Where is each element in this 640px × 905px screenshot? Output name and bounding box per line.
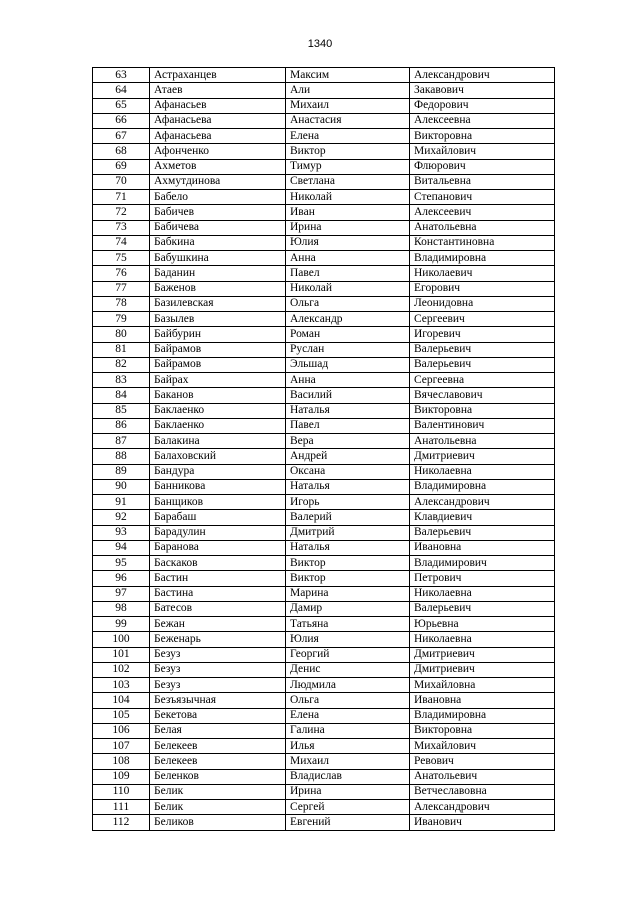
row-number-cell: 73 [93, 220, 150, 235]
first-name-cell: Павел [286, 418, 410, 433]
first-name-cell: Тимур [286, 159, 410, 174]
patronymic-cell: Иванович [410, 815, 555, 830]
row-number-cell: 90 [93, 479, 150, 494]
table-row [93, 220, 555, 235]
first-name-cell: Владислав [286, 769, 410, 784]
row-number-cell: 100 [93, 632, 150, 647]
table-row [93, 418, 555, 433]
row-number-cell: 69 [93, 159, 150, 174]
patronymic-cell: Александрович [410, 800, 555, 815]
patronymic-cell: Владимировна [410, 251, 555, 266]
surname-cell: Белая [150, 723, 286, 738]
surname-cell: Атаев [150, 83, 286, 98]
row-number-cell: 108 [93, 754, 150, 769]
patronymic-cell: Валерьевич [410, 601, 555, 616]
first-name-cell: Анна [286, 251, 410, 266]
patronymic-cell: Николаевна [410, 632, 555, 647]
surname-cell: Бежан [150, 617, 286, 632]
first-name-cell: Валерий [286, 510, 410, 525]
table-row [93, 586, 555, 601]
first-name-cell: Наталья [286, 479, 410, 494]
table-row [93, 113, 555, 128]
surname-cell: Безуз [150, 647, 286, 662]
first-name-cell: Дмитрий [286, 525, 410, 540]
row-number-cell: 93 [93, 525, 150, 540]
patronymic-cell: Валерьевич [410, 342, 555, 357]
surname-cell: Бастина [150, 586, 286, 601]
surname-cell: Батесов [150, 601, 286, 616]
row-number-cell: 83 [93, 373, 150, 388]
table-row [93, 296, 555, 311]
first-name-cell: Али [286, 83, 410, 98]
first-name-cell: Евгений [286, 815, 410, 830]
surname-cell: Бастин [150, 571, 286, 586]
row-number-cell: 105 [93, 708, 150, 723]
table-row [93, 281, 555, 296]
patronymic-cell: Николаевна [410, 586, 555, 601]
surname-cell: Беликов [150, 815, 286, 830]
patronymic-cell: Дмитриевич [410, 647, 555, 662]
first-name-cell: Галина [286, 723, 410, 738]
first-name-cell: Вера [286, 434, 410, 449]
row-number-cell: 102 [93, 662, 150, 677]
patronymic-cell: Игоревич [410, 327, 555, 342]
table-row [93, 800, 555, 815]
table-row [93, 739, 555, 754]
row-number-cell: 84 [93, 388, 150, 403]
patronymic-cell: Владимировна [410, 479, 555, 494]
surname-cell: Бабушкина [150, 251, 286, 266]
first-name-cell: Иван [286, 205, 410, 220]
surname-cell: Байбурин [150, 327, 286, 342]
patronymic-cell: Викторовна [410, 403, 555, 418]
first-name-cell: Светлана [286, 174, 410, 189]
row-number-cell: 72 [93, 205, 150, 220]
surname-cell: Белекеев [150, 739, 286, 754]
surname-cell: Беленков [150, 769, 286, 784]
row-number-cell: 89 [93, 464, 150, 479]
table-row [93, 403, 555, 418]
row-number-cell: 85 [93, 403, 150, 418]
patronymic-cell: Викторовна [410, 129, 555, 144]
surname-cell: Беженарь [150, 632, 286, 647]
surname-cell: Баранова [150, 540, 286, 555]
surname-cell: Барабаш [150, 510, 286, 525]
surname-cell: Ахмутдинова [150, 174, 286, 189]
first-name-cell: Роман [286, 327, 410, 342]
first-name-cell: Дамир [286, 601, 410, 616]
table-row [93, 525, 555, 540]
surname-cell: Бандура [150, 464, 286, 479]
table-row [93, 342, 555, 357]
first-name-cell: Марина [286, 586, 410, 601]
patronymic-cell: Николаевна [410, 464, 555, 479]
surname-cell: Банникова [150, 479, 286, 494]
first-name-cell: Денис [286, 662, 410, 677]
first-name-cell: Ирина [286, 220, 410, 235]
patronymic-cell: Александрович [410, 495, 555, 510]
row-number-cell: 112 [93, 815, 150, 830]
roster-body [93, 68, 555, 831]
first-name-cell: Илья [286, 739, 410, 754]
row-number-cell: 80 [93, 327, 150, 342]
surname-cell: Баклаенко [150, 403, 286, 418]
table-row [93, 556, 555, 571]
surname-cell: Безуз [150, 678, 286, 693]
surname-cell: Баженов [150, 281, 286, 296]
surname-cell: Баданин [150, 266, 286, 281]
table-row [93, 373, 555, 388]
table-row [93, 815, 555, 830]
patronymic-cell: Владимирович [410, 556, 555, 571]
surname-cell: Байрамов [150, 342, 286, 357]
table-row [93, 708, 555, 723]
patronymic-cell: Ветчеславовна [410, 784, 555, 799]
first-name-cell: Ирина [286, 784, 410, 799]
patronymic-cell: Петрович [410, 571, 555, 586]
row-number-cell: 65 [93, 98, 150, 113]
first-name-cell: Максим [286, 68, 410, 83]
first-name-cell: Михаил [286, 98, 410, 113]
surname-cell: Безуз [150, 662, 286, 677]
patronymic-cell: Юрьевна [410, 617, 555, 632]
first-name-cell: Наталья [286, 540, 410, 555]
table-row [93, 754, 555, 769]
row-number-cell: 95 [93, 556, 150, 571]
first-name-cell: Виктор [286, 144, 410, 159]
row-number-cell: 82 [93, 357, 150, 372]
surname-cell: Байрамов [150, 357, 286, 372]
patronymic-cell: Дмитриевич [410, 449, 555, 464]
patronymic-cell: Егорович [410, 281, 555, 296]
patronymic-cell: Владимировна [410, 708, 555, 723]
patronymic-cell: Валентинович [410, 418, 555, 433]
table-row [93, 357, 555, 372]
table-row [93, 723, 555, 738]
table-row [93, 632, 555, 647]
table-row [93, 449, 555, 464]
row-number-cell: 101 [93, 647, 150, 662]
surname-cell: Байрах [150, 373, 286, 388]
surname-cell: Банщиков [150, 495, 286, 510]
patronymic-cell: Анатольевна [410, 434, 555, 449]
table-row [93, 327, 555, 342]
page-number: 1340 [307, 38, 333, 50]
surname-cell: Баканов [150, 388, 286, 403]
first-name-cell: Руслан [286, 342, 410, 357]
surname-cell: Бабело [150, 190, 286, 205]
patronymic-cell: Валерьевич [410, 525, 555, 540]
row-number-cell: 77 [93, 281, 150, 296]
table-row [93, 251, 555, 266]
table-row [93, 510, 555, 525]
patronymic-cell: Михайлович [410, 739, 555, 754]
row-number-cell: 63 [93, 68, 150, 83]
surname-cell: Бабкина [150, 235, 286, 250]
surname-cell: Баклаенко [150, 418, 286, 433]
row-number-cell: 68 [93, 144, 150, 159]
first-name-cell: Наталья [286, 403, 410, 418]
first-name-cell: Василий [286, 388, 410, 403]
surname-cell: Баскаков [150, 556, 286, 571]
row-number-cell: 71 [93, 190, 150, 205]
first-name-cell: Александр [286, 312, 410, 327]
row-number-cell: 86 [93, 418, 150, 433]
patronymic-cell: Алексеевна [410, 113, 555, 128]
table-row [93, 98, 555, 113]
row-number-cell: 79 [93, 312, 150, 327]
surname-cell: Базилевская [150, 296, 286, 311]
patronymic-cell: Витальевна [410, 174, 555, 189]
surname-cell: Афанасьев [150, 98, 286, 113]
patronymic-cell: Вячеславович [410, 388, 555, 403]
patronymic-cell: Алексеевич [410, 205, 555, 220]
patronymic-cell: Сергеевна [410, 373, 555, 388]
surname-cell: Бабичева [150, 220, 286, 235]
patronymic-cell: Закавович [410, 83, 555, 98]
roster-table [92, 67, 555, 831]
first-name-cell: Сергей [286, 800, 410, 815]
patronymic-cell: Ивановна [410, 540, 555, 555]
patronymic-cell: Федорович [410, 98, 555, 113]
table-row [93, 68, 555, 83]
surname-cell: Афанасьева [150, 113, 286, 128]
row-number-cell: 103 [93, 678, 150, 693]
first-name-cell: Юлия [286, 632, 410, 647]
surname-cell: Бекетова [150, 708, 286, 723]
first-name-cell: Игорь [286, 495, 410, 510]
surname-cell: Афонченко [150, 144, 286, 159]
table-row [93, 678, 555, 693]
row-number-cell: 64 [93, 83, 150, 98]
patronymic-cell: Николаевич [410, 266, 555, 281]
row-number-cell: 88 [93, 449, 150, 464]
row-number-cell: 87 [93, 434, 150, 449]
table-row [93, 464, 555, 479]
table-row [93, 571, 555, 586]
row-number-cell: 75 [93, 251, 150, 266]
table-row [93, 540, 555, 555]
table-row [93, 495, 555, 510]
patronymic-cell: Валерьевич [410, 357, 555, 372]
surname-cell: Астраханцев [150, 68, 286, 83]
first-name-cell: Николай [286, 190, 410, 205]
first-name-cell: Виктор [286, 571, 410, 586]
row-number-cell: 97 [93, 586, 150, 601]
table-row [93, 434, 555, 449]
table-row [93, 312, 555, 327]
row-number-cell: 67 [93, 129, 150, 144]
first-name-cell: Эльшад [286, 357, 410, 372]
first-name-cell: Елена [286, 708, 410, 723]
first-name-cell: Георгий [286, 647, 410, 662]
first-name-cell: Анна [286, 373, 410, 388]
row-number-cell: 96 [93, 571, 150, 586]
row-number-cell: 92 [93, 510, 150, 525]
patronymic-cell: Михайлович [410, 144, 555, 159]
table-row [93, 769, 555, 784]
first-name-cell: Ольга [286, 296, 410, 311]
first-name-cell: Елена [286, 129, 410, 144]
row-number-cell: 109 [93, 769, 150, 784]
table-row [93, 647, 555, 662]
row-number-cell: 111 [93, 800, 150, 815]
first-name-cell: Виктор [286, 556, 410, 571]
table-row [93, 784, 555, 799]
table-row [93, 479, 555, 494]
first-name-cell: Павел [286, 266, 410, 281]
first-name-cell: Ольга [286, 693, 410, 708]
table-row [93, 388, 555, 403]
surname-cell: Безъязычная [150, 693, 286, 708]
patronymic-cell: Степанович [410, 190, 555, 205]
surname-cell: Ахметов [150, 159, 286, 174]
first-name-cell: Людмила [286, 678, 410, 693]
surname-cell: Барадулин [150, 525, 286, 540]
row-number-cell: 66 [93, 113, 150, 128]
table-row [93, 235, 555, 250]
table-row [93, 159, 555, 174]
first-name-cell: Татьяна [286, 617, 410, 632]
row-number-cell: 107 [93, 739, 150, 754]
row-number-cell: 110 [93, 784, 150, 799]
patronymic-cell: Ревович [410, 754, 555, 769]
surname-cell: Бабичев [150, 205, 286, 220]
surname-cell: Балаховский [150, 449, 286, 464]
patronymic-cell: Дмитриевич [410, 662, 555, 677]
first-name-cell: Николай [286, 281, 410, 296]
row-number-cell: 98 [93, 601, 150, 616]
row-number-cell: 94 [93, 540, 150, 555]
table-row [93, 174, 555, 189]
patronymic-cell: Ивановна [410, 693, 555, 708]
patronymic-cell: Константиновна [410, 235, 555, 250]
surname-cell: Белик [150, 784, 286, 799]
surname-cell: Белик [150, 800, 286, 815]
patronymic-cell: Анатольевич [410, 769, 555, 784]
table-row [93, 693, 555, 708]
table-row [93, 266, 555, 281]
row-number-cell: 76 [93, 266, 150, 281]
row-number-cell: 74 [93, 235, 150, 250]
row-number-cell: 81 [93, 342, 150, 357]
patronymic-cell: Сергеевич [410, 312, 555, 327]
row-number-cell: 70 [93, 174, 150, 189]
row-number-cell: 99 [93, 617, 150, 632]
first-name-cell: Оксана [286, 464, 410, 479]
patronymic-cell: Леонидовна [410, 296, 555, 311]
table-row [93, 601, 555, 616]
table-row [93, 205, 555, 220]
table-row [93, 129, 555, 144]
first-name-cell: Анастасия [286, 113, 410, 128]
surname-cell: Афанасьева [150, 129, 286, 144]
first-name-cell: Михаил [286, 754, 410, 769]
row-number-cell: 91 [93, 495, 150, 510]
table-row [93, 190, 555, 205]
first-name-cell: Юлия [286, 235, 410, 250]
surname-cell: Белекеев [150, 754, 286, 769]
table-row [93, 662, 555, 677]
table-row [93, 83, 555, 98]
patronymic-cell: Флюрович [410, 159, 555, 174]
patronymic-cell: Михайловна [410, 678, 555, 693]
patronymic-cell: Клавдиевич [410, 510, 555, 525]
patronymic-cell: Викторовна [410, 723, 555, 738]
table-row [93, 617, 555, 632]
first-name-cell: Андрей [286, 449, 410, 464]
surname-cell: Балакина [150, 434, 286, 449]
patronymic-cell: Анатольевна [410, 220, 555, 235]
row-number-cell: 106 [93, 723, 150, 738]
surname-cell: Базылев [150, 312, 286, 327]
row-number-cell: 78 [93, 296, 150, 311]
row-number-cell: 104 [93, 693, 150, 708]
patronymic-cell: Александрович [410, 68, 555, 83]
table-row [93, 144, 555, 159]
